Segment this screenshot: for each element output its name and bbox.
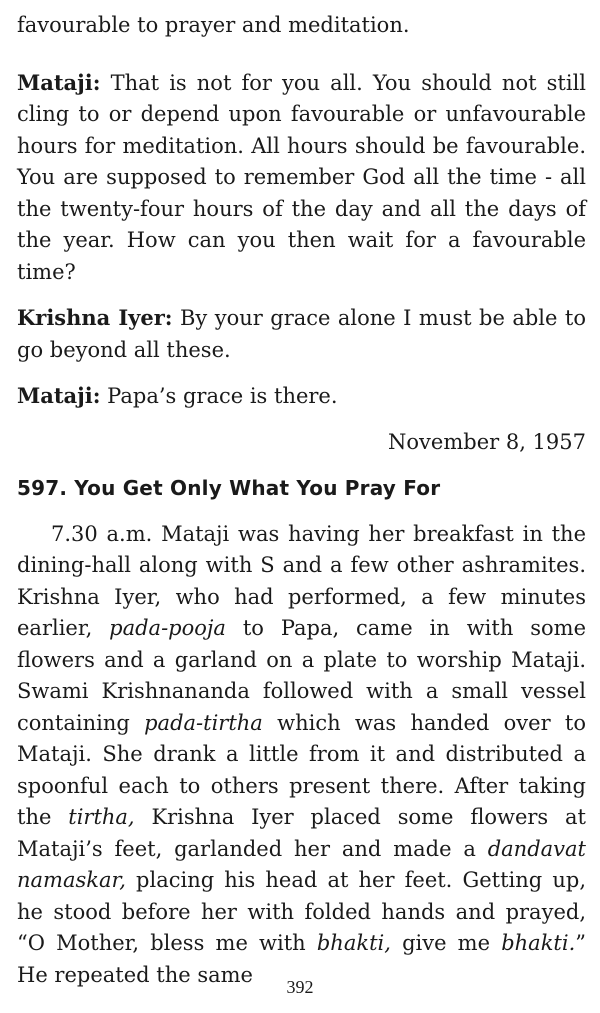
body-text: to Papa, came in with some flowers and a garland on a plate to worship Mataji. Swami Krishnananda followed with a small vessel containing: [17, 616, 586, 735]
italic-term: dandavat namaskar,: [17, 836, 586, 892]
body-text: which was handed over to Mataji. She drank a little from it and distributed a spoonful each to others present there. After taking the: [17, 710, 586, 829]
entry-date: November 8, 1957: [388, 429, 586, 454]
speaker-name: Mataji:: [17, 69, 101, 95]
dialogue-paragraph-krishna-iyer: [17, 302, 586, 366]
italic-term: pada-tirtha: [144, 710, 263, 735]
italic-term: pada-pooja: [109, 616, 226, 640]
section-heading: 597. You Get Only What You Pray For: [17, 476, 441, 500]
body-text: 7.30 a.m. Mataji was having her breakfast in the dining-hall along with S and a few other ashramites. Krishna Iyer, who had performed, a few minutes earlier,: [17, 521, 586, 640]
body-text: placing his head at her feet. Getting up, he stood before her with folded hands and prayed, “O Mother, bless me with: [17, 868, 586, 955]
dialogue-text: That is not for you all. You should not still cling to or depend upon favourable or unfavourable hours for meditation. All hours should be favourable. You are supposed to remember God all the time - all the twenty-four hours of the day and all the days of the year. How can you then wait for a favourable time?: [17, 70, 586, 284]
dialogue-text: Papa’s grace is there.: [100, 384, 338, 408]
italic-term: bhakti.: [501, 931, 576, 955]
dialogue-text: By your grace alone I must be able to go beyond all these.: [17, 306, 586, 362]
italic-term: bhakti,: [316, 931, 391, 955]
book-page: [17, 0, 586, 991]
dialogue-paragraph-mataji-2: [17, 380, 586, 413]
body-text: give me: [390, 931, 502, 955]
italic-term: tirtha,: [68, 805, 135, 829]
paragraph-text: favourable to prayer and meditation.: [17, 13, 410, 37]
page-number: 392: [286, 977, 314, 997]
body-text: ” He repeated the same: [17, 931, 586, 987]
dialogue-paragraph-mataji-1: [17, 67, 586, 289]
speaker-name: Mataji:: [17, 383, 101, 408]
speaker-name: Krishna Iyer:: [17, 305, 173, 330]
paragraph-continuation: [17, 10, 586, 42]
body-paragraph: [17, 519, 586, 992]
body-text: Krishna Iyer placed some flowers at Mataji’s feet, garlanded her and made a: [17, 805, 586, 861]
